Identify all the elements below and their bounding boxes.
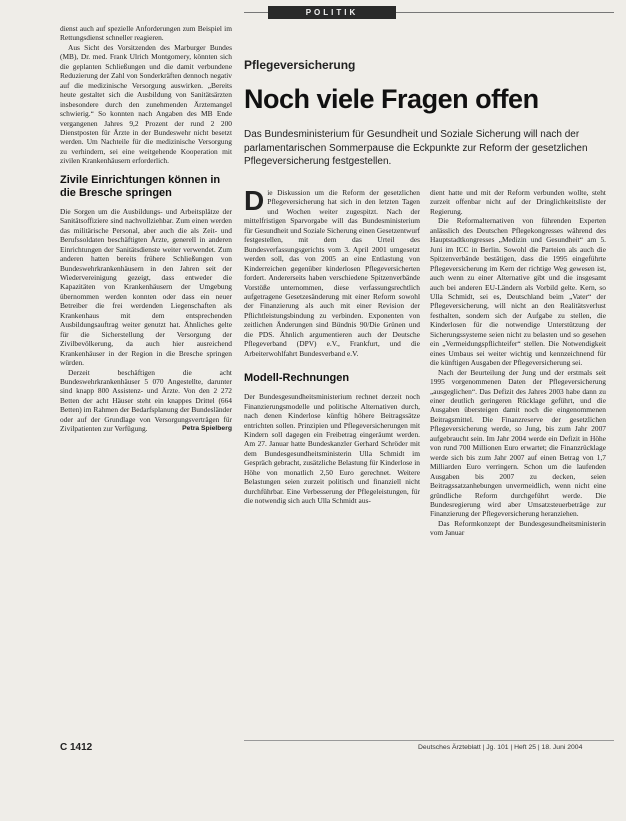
article-column-3: [430, 188, 606, 763]
left-paragraph-2: Aus Sicht des Vorsitzenden des Marburger Bundes (MB), Dr. med. Frank Ulrich Montgomery, könnten sich die geplanten Schließungen und die damit verbundene Reduzierung der Zahl von Sonderkräften dennoch negativ auf die medizinische Versorgung auswirken. „Bereits heute gestaltet sich die Ausbildung von Sanitätsärzten insbesondere durch den zunehmenden Ärztemangel schwierig.“ So konnten nach Angaben des MB Ende vergangenen Jahres 9,2 Prozent der rund 2 200 Dienstposten für Ärzte in der Bundeswehr nicht besetzt werden. Um Nachteile für die medizinische Versorgung zu verhindern, sei eine weitgehende Kooperation mit zivilen Krankenhäusern erforderlich.: [60, 42, 232, 166]
author-byline: Petra Spielberg: [182, 425, 232, 433]
journal-citation: Deutsches Ärzteblatt | Jg. 101 | Heft 25 | 18. Juni 2004: [418, 744, 583, 751]
article-column-2: [244, 188, 420, 763]
article-headline: Noch viele Fragen offen: [244, 84, 539, 114]
col3-paragraph-2: Die Reformalternativen von führenden Experten anlässlich des Deutschen Pflegekongresses während des Hauptstadtkongresses „Medizin und Gesundheit“ am 5. Juni im ICC in Berlin. Sowohl die Parteien als auch die Spitzenverbände bestätigen, dass die 1995 eingeführte Pflegeversicherung im Kern der richtige Weg gewesen ist, auch wenn zu einer Alternative gibt und die insgesamt auch bei anderen EU-Ländern als Vorbild gelte. Kern, so Ulla Schmidt, sei es, Deutschland beim „Vater“ der Pflegeversicherung, will nicht an den Realitätsverlust festhalten, sondern sich der Aufgabe zu stellen, die Kinderlosen für die notwendige Unterstützung der Sicherungssysteme seien nicht zu belasten und so gesehen ein „Vermeidungspflichteifer“ stellen. Die Notwendigkeit eines Umbaus sei weiter wichtig und kennzeichnend für die künftigen Ausgaben der Pflegeversicherung sei.: [430, 216, 606, 368]
col2-subheading: Modell-Rechnungen: [244, 372, 350, 385]
left-paragraph-4-text: Derzeit beschäftigen die acht Bundeswehrkrankenhäuser 5 070 Angestellte, darunter sind knapp 800 Assistenz- und Ärzte. Von den 2 272 Betten der acht Häuser steht ein knappes Drittel (664 Betten) im Rahmen der Bedarfsplanung der Bundesländer oder auf der Grundlage von Versorgungsverträgen für Zivilpatienten zur Verfügung.: [60, 367, 232, 434]
drop-cap: D: [244, 188, 265, 216]
col2-paragraph-1-text: ie Diskussion um die Reform der gesetzlichen Pflegeversicherung hat sich in den letzten Tagen und Wochen weiter zugespitzt. Nach der mittelfristigen Sparvorgabe will das Bundesministerium für Gesundheit und Soziale Sicherung einen Gesetzentwurf festgestellen, mit dem das Urteil des Bundesverfassungsgerichts vom 3. April 2001 umgesetzt werden soll, das von 2005 an eine Entlastung von Kinderreichen gegenüber kinderlosen Pflegeversicherten fordert. Andererseits haben verschiedene Spitzenverbände Vorstöße unternommen, diese verfassungsrechtlich aufgetragene Gesetzesänderung mit einer Reform sowohl der Finanzierung als auch mit einer Revision der Pflichtleistungsbindung zu verbinden. Exponenten von zeitlichen Änderungen sind Bündnis 90/Die Grünen und die PDS. Ähnlich argumentieren auch der Deutsche Pflegeverband (DPV) e.V., Frankfurt, und die Arbeiterwohlfahrt Bundesverband e.V.: [244, 188, 420, 358]
col3-paragraph-3: Nach der Beurteilung der Jung und der erstmals seit 1995 vorgenommenen Daten der Pflegeversicherung „ausgeglichen“. Das Defizit des Jahres 2003 habe dann zu einer deutlich geringeren Rücklage geführt, und die Ausgaben übersteigen damit noch die eingenommenen Beitragsmittel. Die Finanzreserve der gesetzlichen Pflegeversicherung werde, so Jung, bis zum Jahr 2007 aufgebraucht sein. Im Jahr 2004 werde ein Defizit in Höhe von rund 700 Millionen Euro erwartet; die Finanzrücklage werde sich bis zum Jahr 2007 auf einen Betrag von 1,7 Milliarden Euro verringern. Schon um die laufenden Ausgaben bis 2007 zu decken, seien Beitragssatzanhebungen unvermeidlich, wenn nicht eine gründliche Reform durchgeführt werde. Die Bundesregierung wird aber Umsatzsteuerbeträge zur Finanzierung der Pflegeversicherung heranziehen.: [430, 367, 606, 519]
col3-paragraph-4: Das Reformkonzept der Bundesgesundheitsministerin vom Januar: [430, 518, 606, 538]
article-kicker: Pflegeversicherung: [244, 58, 356, 72]
footer-rule: [244, 740, 614, 741]
col2-paragraph-2: Der Bundesgesundheitsministerium rechnet derzeit noch Finanzierungsmodelle und politische Alternativen durch, nach denen Kinderlose künftig höhere Beitragssätze entrichten sollen. Prinzipien und Pflegeversicherungen mit Kindern soll dagegen ein Freibetrag eingeräumt werden. Am 27. Januar hatte Bundeskanzler Gerhard Schröder mit dem Bundesgesundheitsministerin Ulla Schmidt im Gespräch gebracht, zusätzliche Belastung für Kinderlose in Höhe von monatlich 2,50 Euro gerechnet. Weitere Belastungen seien zurzeit politisch und finanziell nicht durchführbar. Eine Verbesserung der Pflegeleistungen, für die notwendig sich auch Ulla Schmidt aus-: [244, 392, 420, 506]
col2-paragraph-1: [244, 188, 420, 358]
page-number: C 1412: [60, 742, 93, 753]
article-lead: Das Bundesministerium für Gesundheit und Soziale Sicherung will nach der parlamentarischen Sommerpause die Eckpunkte zur Reform der gesetzlichen Pflegeversicherung festgestellen.: [244, 129, 588, 168]
left-paragraph-1: dienst auch auf spezielle Anforderungen zum Beispiel im Rettungsdienst schneller reagieren.: [60, 24, 232, 43]
col3-paragraph-1: dient hatte und mit der Reform verbunden wollte, steht zurzeit offenbar nicht auf der Dringlichkeitsliste der Regierung.: [430, 188, 606, 216]
left-paragraph-3: Die Sorgen um die Ausbildungs- und Arbeitsplätze der Sanitätsoffiziere sind nachvollziehbar. Zum einen werden das militärische Personal, aber auch die als Zeit- und Berufssoldaten beschäftigten Ärzte, generell in anderen Einrichtungen der Sanitätsdienste weiter verwendet. Zum anderen hatten bereits frühere Schließungen von Bundeswehrkrankenhäusern in den Jahren seit der Wiedervereinigung gezeigt, dass entweder die Kapazitäten von Krankenhäusern der Umgebung übernommen werden konnten oder dass ein neuer Betreiber die frei werdenden Liegenschaften als Krankenhaus mit dem entsprechenden Ausbildungsauftrag weiter genutzt hat. Ähnliches gelte für die Sicherstellung der Versorgung der Zivilbevölkerung, da auch hier ausreichend Krankenhäuser in der Region in die Bresche springen würden.: [60, 206, 232, 368]
left-subheading: Zivile Einrichtungen können in die Bresche springen: [60, 173, 221, 199]
left-paragraph-4: [60, 368, 232, 434]
left-column: [60, 24, 232, 724]
section-rubric: POLITIK: [268, 6, 396, 19]
